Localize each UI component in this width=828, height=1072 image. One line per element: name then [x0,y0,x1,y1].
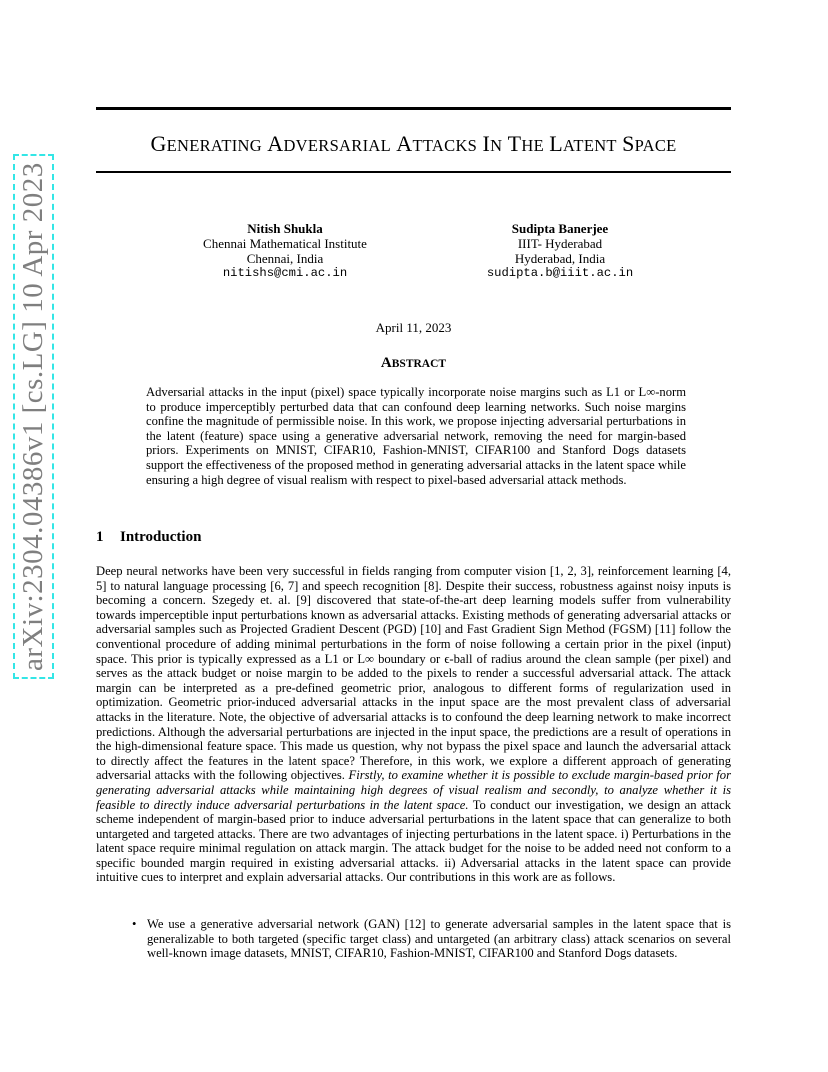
author-block-1 [190,221,380,281]
paper-title: GENERATING ADVERSARIAL ATTACKS IN THE LATENT SPACE [150,131,677,156]
section-heading [96,529,201,546]
intro-text-tail: To conduct our investigation, we design an attack scheme independent of margin-based prior to induce adversarial perturbations in the latent space that can generalize to both untargeted and targeted attacks. There are two advantages of injecting perturbations in the latent space. i) Perturbations in the latent space require minimal regulation on attack margin. The attack budget for the noise to be added need not conform to a specific bounded margin required in existing adversarial attacks. ii) Adversarial attacks in the latent space can provide intuitive cues to interpret and explain adversarial attacks. Our contributions in this work are as follows. [96,797,732,885]
abstract-heading: ABSTRACT [380,355,447,371]
list-item [120,917,731,961]
title-rule-top [96,107,731,110]
author-location: Chennai, India [246,251,324,266]
bullet-icon: • [132,917,137,931]
section-title: Introduction [120,529,202,545]
contributions-list [120,917,731,961]
section-number: 1 [96,529,104,545]
intro-objectives: Firstly, to examine whether it is possible to exclude margin-based prior for generating adversarial attacks while maintaining high degrees of visual realism and secondly, to analyze whether it is feasible to directly induce adversarial perturbations in the latent space. [96,768,731,812]
abstract-text: Adversarial attacks in the input (pixel) space typically incorporate noise margins such as L1 or L∞-norm to produce imperceptibly perturbed data that can confound deep learning networks. Such noise margins confine the magnitude of permissible noise. In this work, we propose injecting adversarial perturbations in the latent (feature) space using a generative adversarial network, removing the need for margin-based priors. Experiments on MNIST, CIFAR10, Fashion-MNIST, CIFAR100 and Stanford Dogs datasets support the effectiveness of the proposed method in generating adversarial attacks in the latent space while ensuring a high degree of visual realism with respect to pixel-based adversarial attack methods. [146,385,686,487]
author-name: Sudipta Banerjee [511,221,609,236]
author-block-2 [465,221,655,281]
intro-text-main: Deep neural networks have been very successful in fields ranging from computer vision [1, 2, 3], reinforcement learning [4, 5] to natural language processing [6, 7] and speech recognition [8]. Despite their success, robustness against noisy inputs is becoming a concern. Szegedy et. al. [9] discovered that state-of-the-art deep learning models suffer from vulnerability towards imperceptible input perturbations known as adversarial attacks. Existing methods of generating adversarial attacks or adversarial samples such as Projected Gradient Descent (PGD) [10] and Fast Gradient Sign Method (FGSM) [11] follow the conventional procedure of adding minimal perturbations in the form of noise following a certain prior in the pixel (input) space. This prior is typically expressed as a L1 or L∞ boundary or ϵ-ball of radius around the clean sample (per pixel) and serves as the attack budget or noise margin to be added to the pixels to render a successful adversarial attack. The attack margin can be interpreted as a pre-defined geometric prior, analogous to different forms of regularization used in optimization. Geometric prior-induced adversarial attacks in the input space are the most prevalent class of adversarial attacks in the literature. Note, the objective of adversarial attacks is to confound the deep learning network to make incorrect predictions. Although the adversarial perturbations are injected in the input space, the predictions are a result of operations in the high-dimensional feature space. This made us question, why not bypass the pixel space and launch the adversarial attack to directly affect the features in the latent space? Therefore, in this work, we explore a different approach of generating adversarial attacks with the following objectives. [96,564,731,783]
intro-paragraph [96,564,731,885]
author-location: Hyderabad, India [514,251,606,266]
author-affiliation: IIIT- Hyderabad [517,236,603,251]
author-affiliation: Chennai Mathematical Institute [203,236,367,251]
author-name: Nitish Shukla [247,221,323,236]
author-email[interactable]: nitishs@cmi.ac.in [222,266,348,280]
author-email[interactable]: sudipta.b@iiit.ac.in [486,266,634,280]
arxiv-stamp: arXiv:2304.04386v1 [cs.LG] 10 Apr 2023 [13,154,54,679]
title-rule-bottom [96,171,731,173]
paper-date: April 11, 2023 [375,320,452,335]
list-item-text: We use a generative adversarial network (GAN) [12] to generate adversarial samples in the latent space that is generalizable to both targeted (specific target class) and untargeted (an arbitrary class) attack scenarios on several well-known image datasets, MNIST, CIFAR10, Fashion-MNIST, CIFAR100 and Stanford Dogs datasets. [147,917,731,961]
